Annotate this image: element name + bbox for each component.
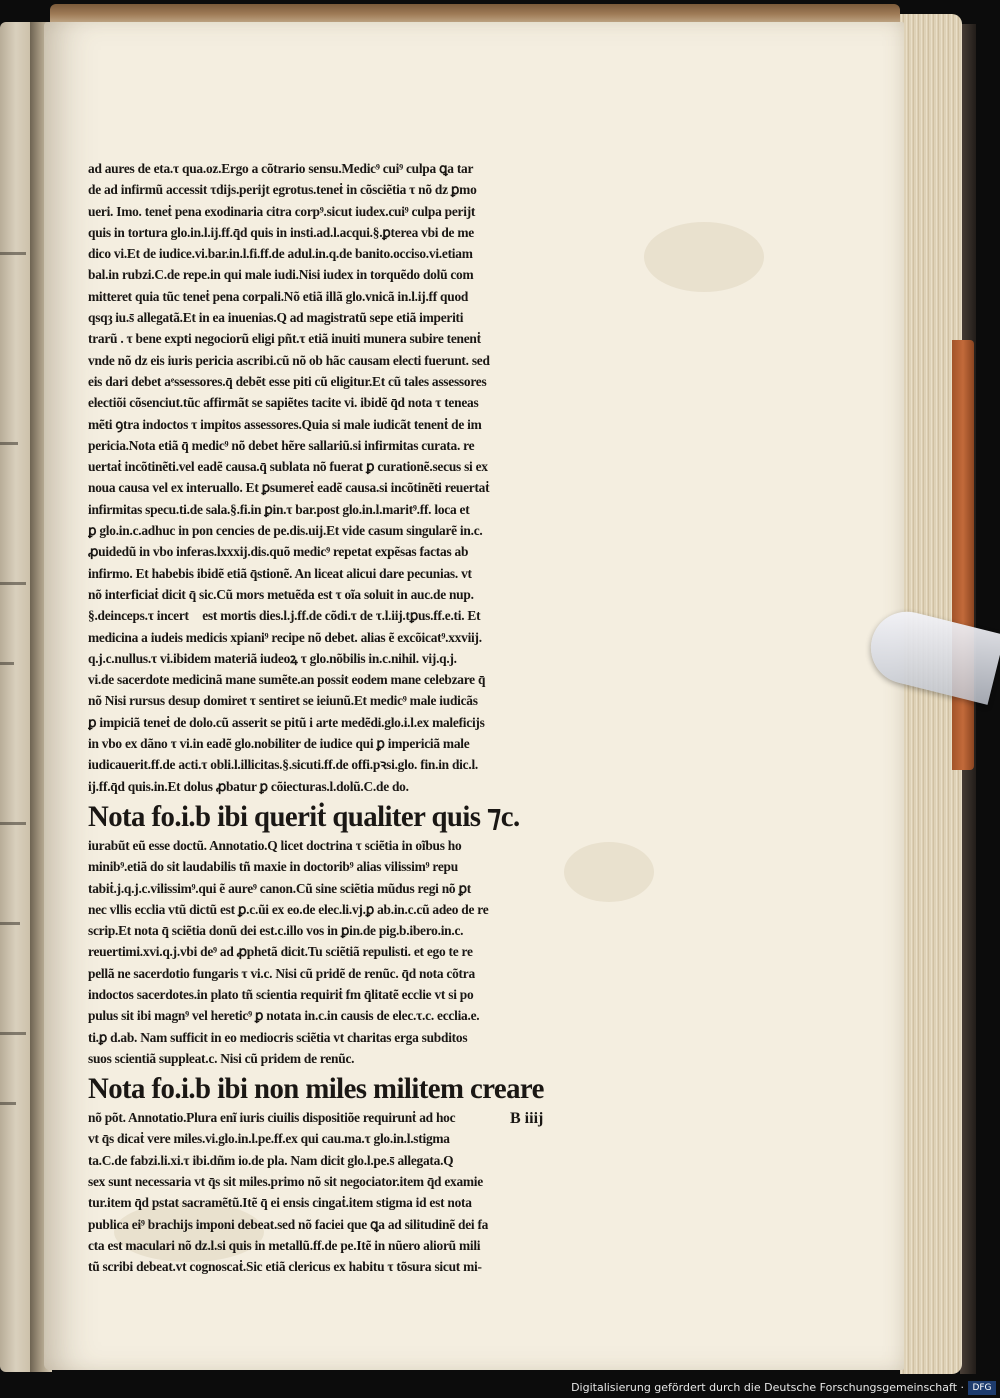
- text-line: suos scientiã suppleat.c. Nisi cũ pridem de renũc.: [88, 1050, 355, 1066]
- text-line: bal.in rubzi.C.de repe.in qui male iudi.Nisi iudex in torquẽdo dolũ com: [88, 267, 474, 283]
- text-line: ta.C.de fabzi.li.xi.τ ibi.dñm io.de pla. Nam dicit glo.l.pe.s̄ allegata.Q: [88, 1152, 454, 1168]
- text-line: qsqȝ iu.s̄ allegatã.Et in ea inuenias.Q ad magistratũ sepe etiã imperiti: [88, 310, 464, 326]
- text-line: in vbo ex dãno τ vi.in eadẽ glo.nobiliter de iudice qui ꝑ impericiã male: [88, 736, 470, 752]
- rubric-heading-2: Nota fo.i.b ibi non miles militem creare: [88, 1072, 544, 1106]
- text-line: eis dari debet aͤssessores.q̄ debẽt esse piti cũ eligitur.Et cũ tales assessores: [88, 373, 487, 389]
- commentary-paragraph-2: [88, 835, 608, 1069]
- text-line: ꝓuidedũ in vbo inferas.lxxxij.dis.quõ medic⁹ repetat expẽsas factas ab: [88, 544, 469, 560]
- dfg-logo: DFG: [968, 1381, 996, 1395]
- text-line: mẽti ꝯtra indoctos τ impitos assessores.Quia si male iudicãt tenenṫ de im: [88, 416, 482, 432]
- text-line: tũ scribi debeat.vt cognoscaṫ.Sic etiã clericus ex habitu τ tõsura sicut mi-: [88, 1259, 482, 1275]
- text-line: cta est maculari nõ dz.l.si quis in metallũ.ff.de pe.Itẽ in nũero aliorũ mili: [88, 1237, 481, 1253]
- text-line: de ad infirmũ accessit τdijs.perijt egrotus.teneṫ in cõsciẽtia τ nõ dz ꝑmo: [88, 182, 477, 198]
- text-line: tabiṫ.j.q.j.c.vilissim⁹.qui ẽ aure⁹ canon.Cũ sine sciẽtia mũdus regi nõ ꝑt: [88, 880, 471, 896]
- text-line: ij.ff.q̄d quis.in.Et dolus ꝓbatur ꝑ cõiecturas.l.dolũ.C.de do.: [88, 778, 409, 794]
- commentary-paragraph-1: [88, 158, 608, 797]
- text-line: medicina a iudeis medicis xpiani⁹ recipe nõ debet. alias ẽ excõicat⁹.xxviij.: [88, 629, 482, 645]
- text-line: iudicauerit.ff.de acti.τ obli.l.illicitas.§.sicuti.ff.de offi.pꝛsi.glo. fin.in dic.l.: [88, 757, 479, 773]
- text-line: §.deinceps.τ incertᷤ est mortis dies.l.j.ff.de cõdi.τ de τ.l.iij.tꝑus.ff.e.ti. Et: [88, 608, 481, 624]
- text-line: reuertimi.xvi.q.j.vbi de⁹ ad ꝓphetã dicit.Tu sciẽtiã repulisti. et ego te re: [88, 944, 473, 960]
- text-line: mitteret quia tũc teneṫ pena corpali.Nõ etiã illã glo.vnicã in.l.ij.ff quod: [88, 288, 469, 304]
- rubric-heading-1: Nota fo.i.b ibi queriṫ qualiter quis ⁊c.: [88, 799, 520, 833]
- text-line: nõ Nisi rursus desup domiret τ sentiret se ieiunũ.Et medic⁹ male iudicãs: [88, 693, 478, 709]
- signature-mark: B iiij: [510, 1110, 544, 1127]
- text-line: iurabũt eũ esse doctũ. Annotatio.Q licet doctrina τ sciẽtia in oĩbus ho: [88, 837, 462, 853]
- text-line: ꝑ glo.in.c.adhuc in pon cencies de pe.dis.uij.Et vide casum singularẽ in.c.: [88, 523, 483, 539]
- text-line: minib⁹.etiã do sit laudabilis tñ maxie in doctorib⁹ alias vilissim⁹ repu: [88, 859, 458, 875]
- text-line: nec vllis ecclia vtũ dictũ est ꝑ.c.ũi ex eo.de elec.li.vj.ꝑ ab.in.c.cũ adeo de re: [88, 901, 489, 917]
- text-line: publica ei⁹ brachijs imponi debeat.sed nõ faciei que ꝗa ad silitudinẽ dei fa: [88, 1216, 489, 1232]
- text-line: scrip.Et nota q̄ sciẽtia donũ dei est.c.illo vos in ꝑin.de pig.b.ibero.in.c.: [88, 923, 464, 939]
- text-line: nõ põt. Annotatio.Plura enĩ iuris ciuilis dispositiõe requirunṫ ad hoc: [88, 1110, 456, 1126]
- text-line: ꝑ impiciã teneṫ de dolo.cũ asserit se pitũ i arte medẽdi.glo.i.l.ex maleficijs: [88, 714, 485, 730]
- text-line: vi.de sacerdote medicinã mane sumẽte.an possit eodem mane celebzare q̄: [88, 672, 486, 688]
- text-line: indoctos sacerdotes.in plato tñ scientia requiriṫ fm q̄litatẽ ecclie vt si po: [88, 986, 474, 1002]
- text-line: uertaṫ incõtinẽti.vel eadẽ causa.q̄ sublata nõ fuerat ꝑ curationẽ.secus si ex: [88, 459, 488, 475]
- text-line: noua causa vel ex interuallo. Et ꝑsumereṫ eadẽ causa.si incõtinẽti reuertaṫ: [88, 480, 490, 496]
- text-line: vt q̄s dicaṫ vere miles.vi.glo.in.l.pe.ff.ex qui cau.ma.τ glo.in.l.stigma: [88, 1131, 450, 1147]
- text-line: vnde nõ dz eis iuris pericia ascribi.cũ nõ ob hãc causam electi fuerunt. sed: [88, 352, 490, 368]
- text-line: pericia.Nota etiã q̄ medic⁹ nõ debet hẽre sallariũ.si infirmitas curata. re: [88, 437, 475, 453]
- text-line: pulus sit ibi magn⁹ vel heretic⁹ ꝑ notata in.c.in causis de elec.τ.c. ecclia.e.: [88, 1008, 480, 1024]
- text-line: infirmitas specu.ti.de sala.§.fi.in ꝑin.τ bar.post glo.in.l.marit⁹.ff. loca et: [88, 501, 470, 517]
- text-line: q.j.c.nullus.τ vi.ibidem materiã iudeoꝝ τ glo.nõbilis in.c.nihil. vij.q.j.: [88, 650, 457, 666]
- text-line: sex sunt necessaria vt q̄s sit miles.primo nõ sit negociator.item q̄d examie: [88, 1174, 483, 1190]
- text-line: tur.item q̄d pstat sacramẽtũ.Itẽ q̄ ei ensis cingaṫ.item stigma id est nota: [88, 1195, 472, 1211]
- text-line: infirmo. Et habebis ibidẽ etiã q̄stionẽ. An liceat alicui dare pecunias. vt: [88, 565, 472, 581]
- funding-credit: Digitalisierung gefördert durch die Deutsche Forschungsgemeinschaft ·: [571, 1381, 964, 1394]
- text-line: pellã ne sacerdotio fungaris τ vi.c. Nisi cũ pridẽ de renũc. q̄d nota cõtra: [88, 965, 475, 981]
- text-line: ueri. Imo. teneṫ pena exodinaria citra corp⁹.sicut iudex.cui⁹ culpa perijt: [88, 203, 476, 219]
- text-line: ad aures de eta.τ qua.oz.Ergo a cõtrario sensu.Medic⁹ cui⁹ culpa ꝗa tar: [88, 161, 474, 176]
- text-line: electiõi cõsenciut.tũc affirmãt se sapiẽtes tacite vi. ibidẽ q̄d nota τ teneas: [88, 395, 479, 411]
- text-line: dico vi.Et de iudice.vi.bar.in.l.fi.ff.de adul.in.q.de banito.occiso.vi.etiam: [88, 246, 473, 262]
- text-line: quis in tortura glo.in.l.ij.ff.q̄d quis in insti.ad.l.acqui.§.ꝑterea vbi de me: [88, 224, 474, 240]
- book-board-edge: [952, 340, 974, 770]
- text-line: ti.ꝑ d.ab. Nam sufficit in eo mediocris sciẽtia vt charitas erga subditos: [88, 1029, 468, 1045]
- text-line: nõ interficiaṫ dicit q̄ sic.Cũ mors metuẽda est τ oĩa soluit in auc.de nup.: [88, 586, 474, 602]
- text-line: trarũ . τ bene expti negociorũ eligi pñt.τ etiã inuiti munera subire tenenṫ: [88, 331, 481, 347]
- commentary-paragraph-3: [88, 1107, 608, 1277]
